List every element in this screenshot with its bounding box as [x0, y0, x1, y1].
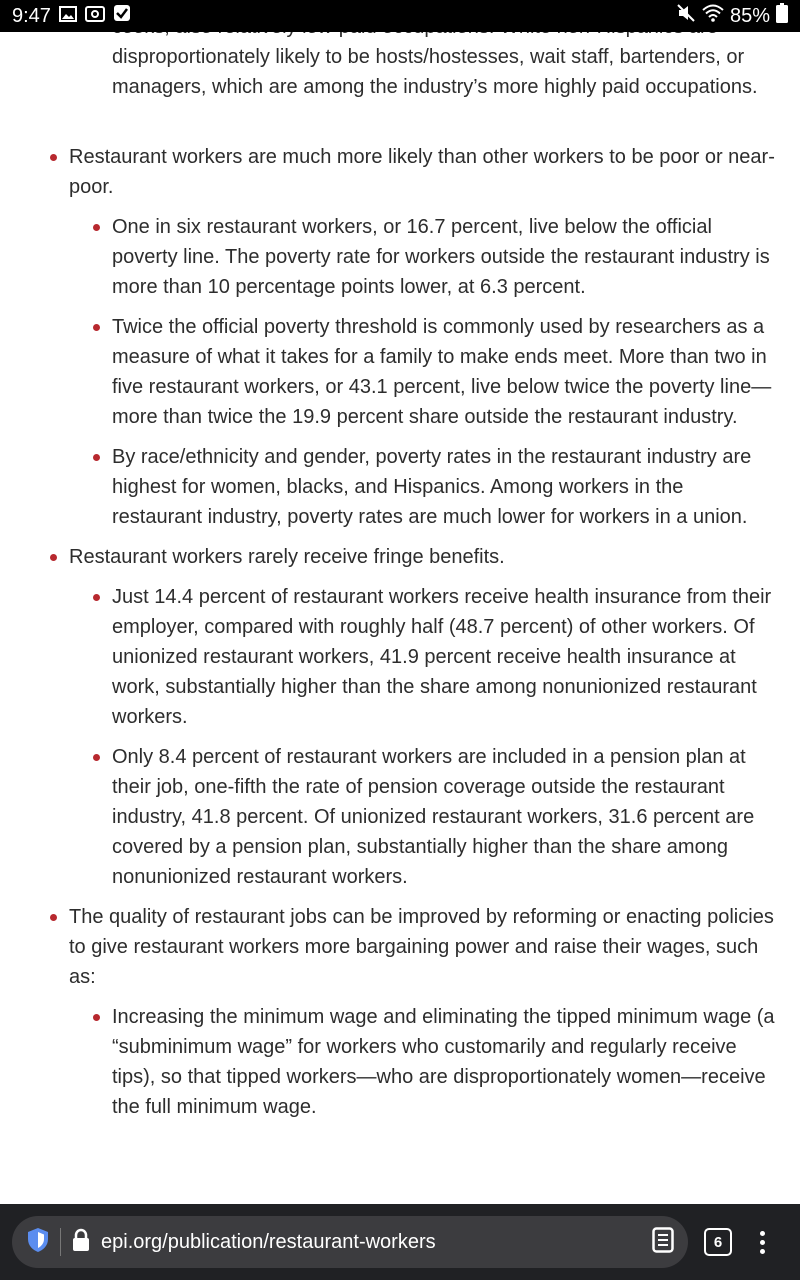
sub-list-item-text: One in six restaurant workers, or 16.7 percent, live below the official poverty line. The poverty rate for workers outside the restaurant industry is more than 10 percentage points lower, at 6.3 percent.: [112, 216, 770, 298]
wifi-icon: [702, 4, 724, 28]
sub-list-item-text: By race/ethnicity and gender, poverty rates in the restaurant industry are highest for women, blacks, and Hispanics. Among workers in the restaurant industry, poverty rates are much lower for workers in a union.: [112, 446, 752, 528]
bullet-icon: [93, 1014, 100, 1021]
status-time: 9:47: [12, 4, 51, 27]
url-text[interactable]: epi.org/publication/restaurant-workers: [101, 1230, 436, 1253]
sub-list-item: [91, 742, 778, 892]
status-bar: [0, 0, 800, 32]
sub-list: [91, 582, 778, 892]
more-menu-icon[interactable]: [760, 1231, 765, 1254]
list-item-continued: disproportionately likely to be hosts/hostesses, wait staff, bartenders, or managers, which are among the industry’s more highly paid occupations.: [112, 46, 758, 98]
list-item-text: Restaurant workers rarely receive fringe benefits.: [69, 546, 505, 568]
sub-list-item: [91, 312, 778, 432]
download-check-icon: [113, 4, 131, 28]
article-viewport[interactable]: [0, 32, 800, 1204]
bullet-icon: [93, 224, 100, 231]
sub-list-item: [91, 442, 778, 532]
bullet-icon: [50, 914, 57, 921]
list-item: [48, 142, 778, 532]
address-divider: [60, 1228, 61, 1256]
bullet-icon: [93, 594, 100, 601]
lock-icon[interactable]: [71, 1228, 91, 1257]
bullet-icon: [50, 554, 57, 561]
sub-list-item: [91, 1002, 778, 1122]
list-item-text: The quality of restaurant jobs can be improved by reforming or enacting policies to give restaurant workers more bargaining power and raise their wages, such as:: [69, 906, 774, 988]
battery-percent: 85%: [729, 4, 770, 27]
sub-list-item: [91, 212, 778, 302]
battery-icon: [776, 3, 788, 29]
reader-mode-icon[interactable]: [652, 1227, 674, 1258]
sub-list-item-text: Only 8.4 percent of restaurant workers are included in a pension plan at their job, one-fifth the rate of pension coverage outside the restaurant industry, 41.8 percent. Of unionized restaurant workers, 31.6 percent are covered by a pension plan, substantially higher than the share among nonunionized restaurant workers.: [112, 746, 755, 888]
bullet-icon: [50, 154, 57, 161]
shield-icon[interactable]: [26, 1227, 50, 1258]
address-bar[interactable]: [12, 1216, 688, 1268]
mute-icon: [676, 4, 696, 28]
sub-list-item-text: Increasing the minimum wage and eliminating the tipped minimum wage (a “subminimum wage” for workers who customarily and regularly receive tips), so that tipped workers—who are disproportionately women—receive the full minimum wage.: [112, 1006, 775, 1118]
list-item-text: Restaurant workers are much more likely than other workers to be poor or near-poor.: [69, 146, 775, 198]
gallery-icon: [59, 5, 77, 28]
browser-toolbar: [0, 1204, 800, 1280]
list-item: [48, 542, 778, 892]
bullet-icon: [93, 324, 100, 331]
cast-icon: [85, 5, 105, 28]
sub-list-item-text: Twice the official poverty threshold is commonly used by researchers as a measure of what it takes for a family to make ends meet. More than two in five restaurant workers, or 43.1 percent, live below twice the poverty line—more than twice the 19.9 percent share outside the restaurant industry.: [112, 316, 772, 428]
list-item: [48, 902, 778, 1122]
bullet-icon: [93, 754, 100, 761]
sub-list-item-text: Just 14.4 percent of restaurant workers receive health insurance from their employer, compared with roughly half (48.7 percent) of other workers. Of unionized restaurant workers, 41.9 percent receive health insurance at work, substantially higher than the share among nonunionized restaurant workers.: [112, 586, 772, 728]
bullet-icon: [93, 454, 100, 461]
sub-list: [91, 212, 778, 532]
sub-list: [91, 1002, 778, 1122]
bullet-list: [48, 142, 778, 1132]
tab-switcher-button[interactable]: 6: [704, 1228, 732, 1256]
sub-list-item: [91, 582, 778, 732]
